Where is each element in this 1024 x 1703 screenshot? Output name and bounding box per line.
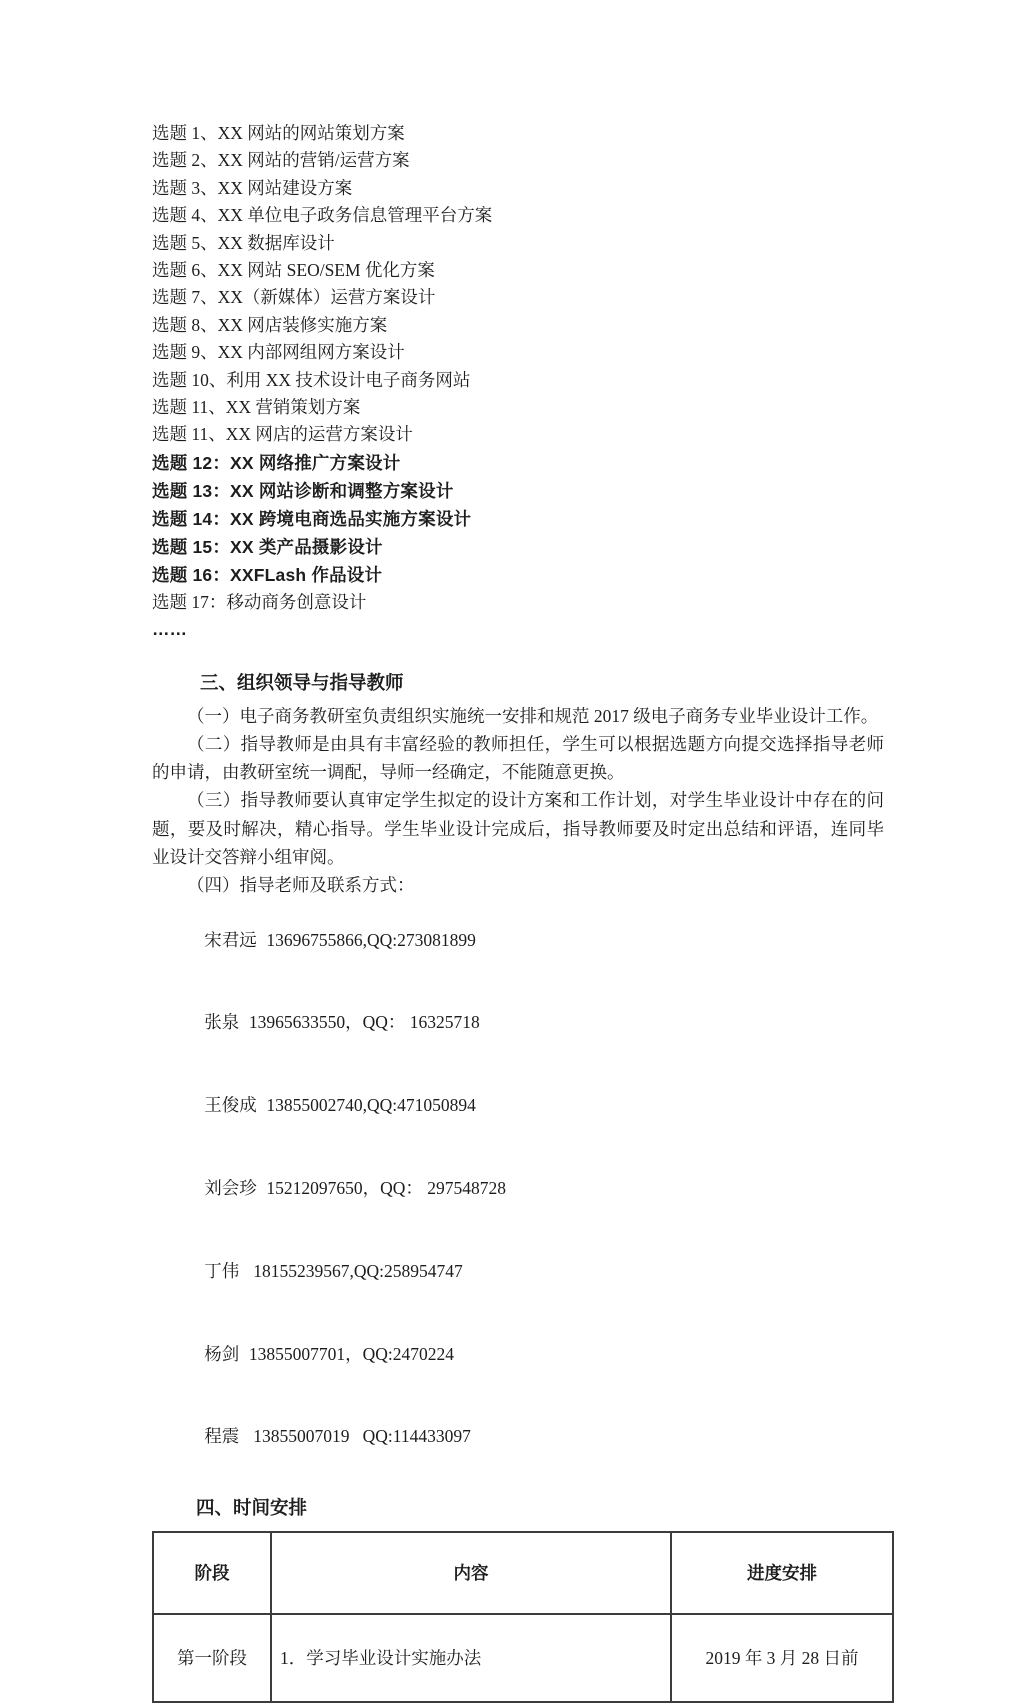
schedule-table-header-row [153,1532,893,1614]
topic-line-14: 选题 14：XX 跨境电商选品实施方案设计 [152,508,472,529]
topic-line-2: 选题 2、XX 网站的营销/运营方案 [152,150,410,171]
topic-line-6: 选题 6、XX 网站 SEO/SEM 优化方案 [152,260,435,281]
topic-line-5: 选题 5、XX 数据库设计 [152,232,335,253]
topic-line-13: 选题 13：XX 网站诊断和调整方案设计 [152,480,454,501]
topic-line-11a: 选题 11、XX 营销策划方案 [152,397,361,418]
schedule-table [152,1531,894,1703]
topic-list [152,120,884,644]
paragraph-2: （二）指导教师是由具有丰富经验的教师担任，学生可以根据选题方向提交选择指导老师的申请，由教研室统一调配，导师一经确定，不能随意更换。 [152,733,884,783]
section-heading-schedule: 四、时间安排 [196,1496,308,1518]
teacher-name: 杨剑 [204,1343,240,1364]
topic-line-1: 选题 1、XX 网站的网站策划方案 [152,123,405,143]
teacher-name: 张泉 [204,1012,240,1033]
teacher-name: 刘会珍 [204,1178,257,1199]
topic-line-12: 选题 12：XX 网络推广方案设计 [152,452,401,473]
topic-line-7: 选题 7、XX（新媒体）运营方案设计 [152,287,436,308]
table-row [153,1614,893,1702]
topic-line-15: 选题 15：XX 类产品摄影设计 [152,536,383,557]
topic-line-10: 选题 10、利用 XX 技术设计电子商务网站 [152,369,471,390]
paragraph-4: （四）指导老师及联系方式： [187,874,415,895]
teacher-name: 程震 [204,1426,240,1447]
teacher-row [178,1230,884,1313]
table-header-stage: 阶段 [153,1532,271,1614]
topic-line-16: 选题 16：XXFLash 作品设计 [152,564,383,585]
table-cell-stage: 第一阶段 [153,1614,271,1702]
topic-line-17: 选题 17：移动商务创意设计 [152,591,367,612]
teacher-row [178,982,884,1065]
topic-line-4: 选题 4、XX 单位电子政务信息管理平台方案 [152,205,493,226]
teacher-name: 丁伟 [204,1260,240,1281]
teacher-contact: 18155239567,QQ:258954747 [248,1260,463,1281]
paragraph-1: （一）电子商务教研室负责组织实施统一安排和规范 2017 级电子商务专业毕业设计工作。 [187,705,879,726]
topic-line-8: 选题 8、XX 网店装修实施方案 [152,314,388,335]
table-header-content: 内容 [271,1532,671,1614]
section-heading-organization: 三、组织领导与指导教师 [200,671,404,693]
teacher-contact: 13696755866,QQ:273081899 [266,929,476,950]
table-header-deadline: 进度安排 [671,1532,893,1614]
topic-list-ellipsis: …… [152,619,187,640]
teacher-name: 宋君远 [204,929,257,950]
teacher-contact: 13855007701，QQ:2470224 [248,1343,455,1364]
table-cell-content: 1．学习毕业设计实施办法 [271,1614,671,1702]
teacher-contact: 15212097650，QQ： 297548728 [266,1178,507,1199]
topic-line-3: 选题 3、XX 网站建设方案 [152,177,353,198]
teacher-row [178,1065,884,1148]
teacher-row [178,1147,884,1230]
topic-line-11b: 选题 11、XX 网店的运营方案设计 [152,424,413,445]
topic-line-9: 选题 9、XX 内部网组网方案设计 [152,342,405,363]
organization-paragraphs [152,702,884,899]
teacher-contact: 13855007019 QQ:114433097 [248,1426,471,1447]
teacher-row [178,899,884,982]
teacher-contact: 13855002740,QQ:471050894 [266,1095,476,1116]
teacher-row [178,1396,884,1479]
table-cell-deadline: 2019 年 3 月 28 日前 [671,1614,893,1702]
teacher-contact-list [178,899,884,1478]
paragraph-3: （三）指导教师要认真审定学生拟定的设计方案和工作计划，对学生毕业设计中存在的问题，要及时解决，精心指导。学生毕业设计完成后，指导教师要及时定出总结和评语，连同毕业设计交答辩小组审阅。 [152,790,884,867]
teacher-row [178,1313,884,1396]
teacher-name: 王俊成 [204,1095,257,1116]
teacher-contact: 13965633550，QQ： 16325718 [248,1012,480,1033]
